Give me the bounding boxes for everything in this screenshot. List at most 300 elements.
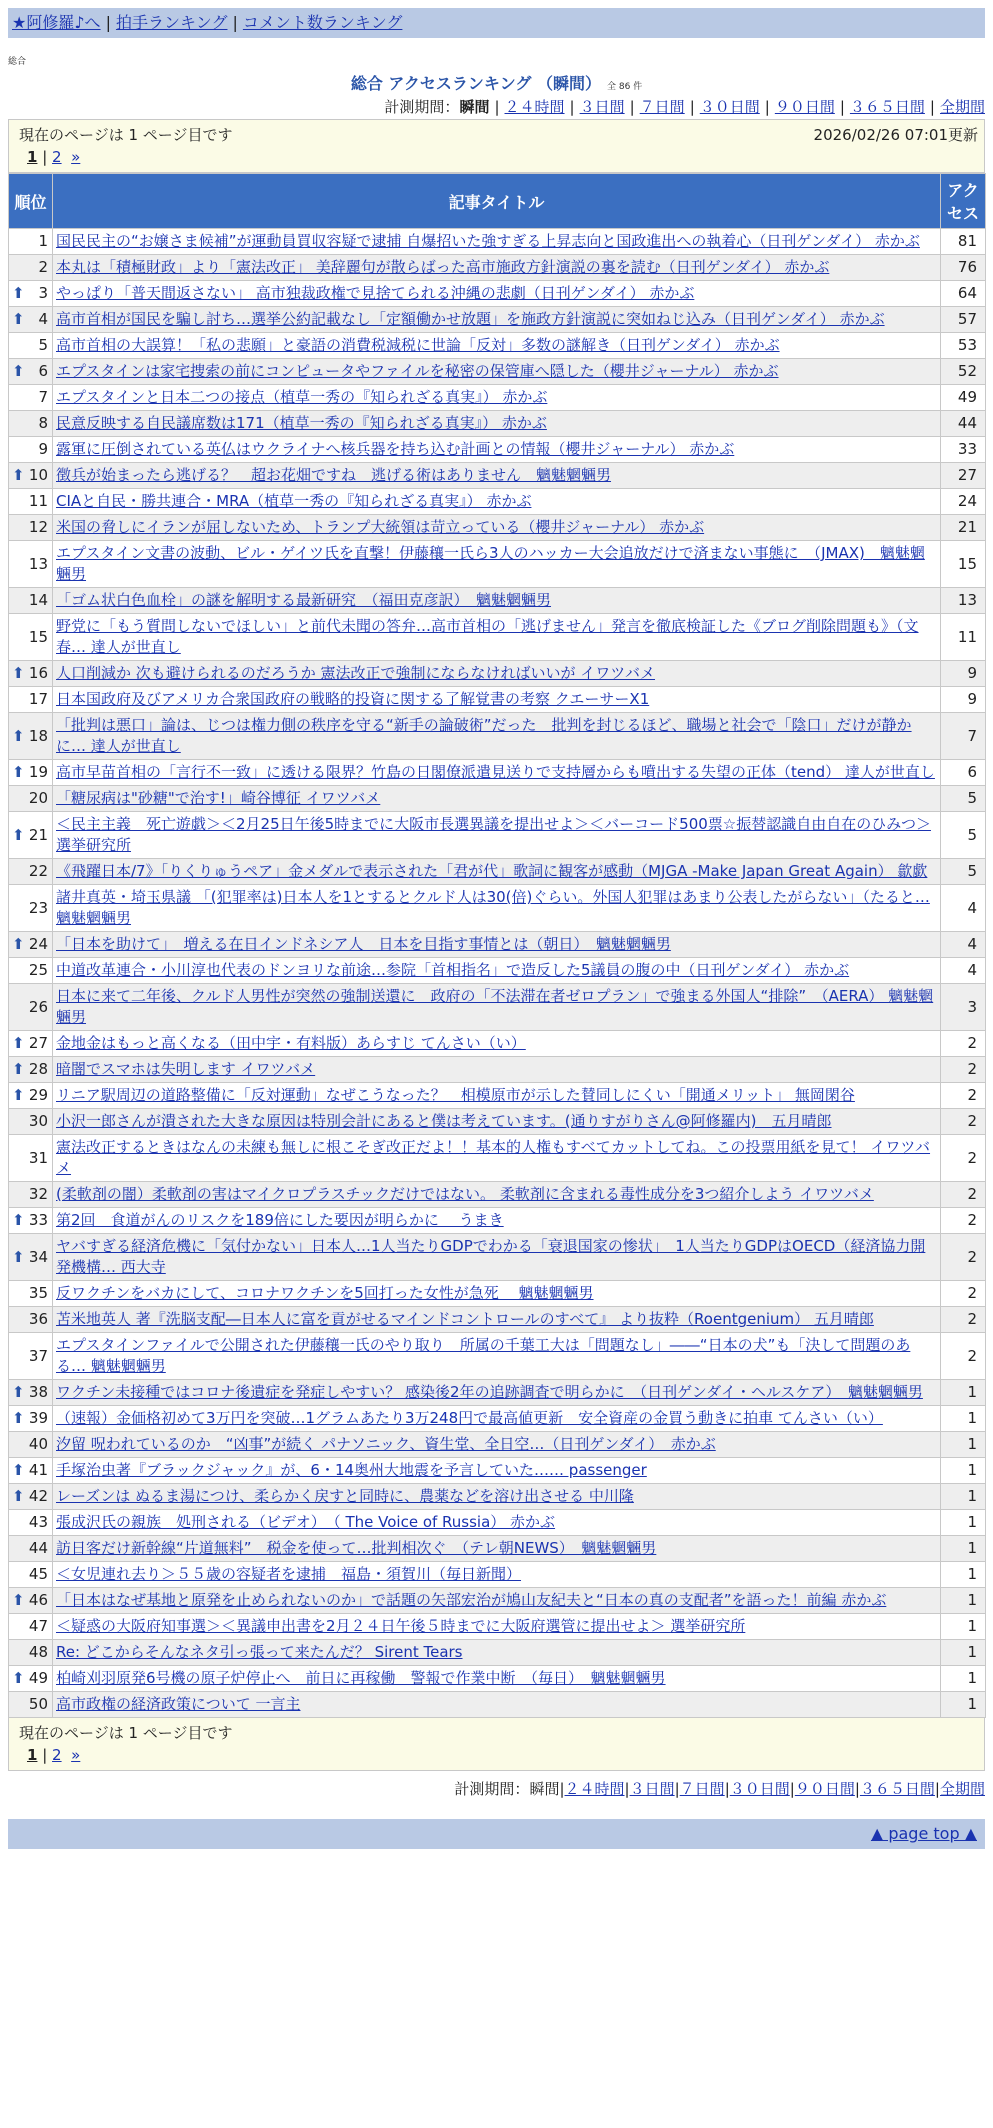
table-row: [9, 1510, 986, 1536]
table-row: [9, 1536, 986, 1562]
access-count: 76: [941, 255, 986, 281]
table-row: [9, 385, 986, 411]
rank-number: 16: [28, 664, 48, 682]
period-link[interactable]: ７日間: [639, 98, 685, 116]
category-label: 総合: [8, 57, 27, 67]
rank-number: 45: [28, 1565, 48, 1583]
access-count: 2: [941, 1208, 986, 1234]
title-cell: [53, 1031, 941, 1057]
rank-up-arrow-icon: ⬆: [12, 310, 25, 328]
table-row: [9, 463, 986, 489]
rank-cell: [9, 932, 53, 958]
separator: |: [232, 13, 238, 32]
article-link[interactable]: 「批判は悪口」論は、じつは権力側の秩序を守る“新手の論破術”だった 批判を封じるほど、職場と社会で「陰口」だけが静かに… 達人が世直し: [56, 716, 912, 755]
period-link[interactable]: ３６５日間: [859, 1780, 935, 1798]
rank-number: 10: [28, 466, 48, 484]
article-link[interactable]: 日本に来て二年後、クルド人男性が突然の強制送還に 政府の「不法滞在者ゼロプラン」で強まる外国人“排除” （AERA） 魑魅魍魎男: [56, 987, 934, 1026]
rank-up-arrow-icon: ⬆: [12, 1669, 25, 1687]
rank-cell: [9, 958, 53, 984]
article-link[interactable]: 憲法改正するときはなんの未練も無しに根こそぎ改正だよ！！基本的人権もすべてカットしてね。この投票用紙を見て！ イワツバメ: [56, 1138, 931, 1177]
article-link[interactable]: 反ワクチンをバカにして、コロナワクチンを5回打った女性が急死 魑魅魍魎男: [56, 1284, 594, 1302]
comment-ranking-link[interactable]: コメント数ランキング: [242, 13, 403, 32]
rank-number: 9: [38, 440, 48, 458]
rank-up-arrow-icon: ⬆: [12, 825, 25, 844]
period-link[interactable]: 全期間: [939, 98, 985, 116]
rank-up-arrow-icon: ⬆: [12, 1247, 25, 1266]
access-count: 81: [941, 229, 986, 255]
top-nav: [8, 8, 985, 38]
table-row: [9, 588, 986, 614]
access-count: 1: [941, 1510, 986, 1536]
title-cell: [53, 687, 941, 713]
access-count: 1: [941, 1614, 986, 1640]
access-count: 1: [941, 1588, 986, 1614]
article-link[interactable]: 金地金はもっと高くなる（田中宇・有料版）あらすじ てんさい（い）: [56, 1034, 526, 1052]
period-link[interactable]: ７日間: [679, 1780, 725, 1798]
title-cell: [53, 281, 941, 307]
rank-cell: [9, 984, 53, 1031]
rank-number: 32: [28, 1185, 48, 1203]
access-count: 4: [941, 885, 986, 932]
article-link[interactable]: 「日本はなぜ基地と原発を止められないのか」で話題の矢部宏治が鳩山友紀夫と“日本の真の支配者”を語った！前編 赤かぶ: [56, 1591, 887, 1609]
article-link[interactable]: Re: どこからそんなネタ引っ張って来たんだ？ Sirent Tears: [56, 1643, 463, 1661]
article-link[interactable]: 中道改革連合・小川淳也代表のドンヨリな前途…参院「首相指名」で造反した5議員の腹の中（日刊ゲンダイ） 赤かぶ: [56, 961, 850, 979]
article-link[interactable]: ＜女児連れ去り＞５５歳の容疑者を逮捕 福島・須賀川（毎日新聞）: [56, 1565, 522, 1583]
home-link[interactable]: ★阿修羅♪へ: [12, 13, 101, 32]
page-2-link[interactable]: 2: [52, 1746, 62, 1764]
title-cell: [53, 614, 941, 661]
access-count: 7: [941, 713, 986, 760]
period-link[interactable]: ９０日間: [794, 1780, 855, 1798]
access-count: 44: [941, 411, 986, 437]
next-page-link[interactable]: »: [71, 148, 81, 166]
access-count: 2: [941, 1281, 986, 1307]
table-row: [9, 1208, 986, 1234]
article-link[interactable]: 「日本を助けて」 増える在日インドネシア人 日本を目指す事情とは（朝日） 魑魅魍魎男: [56, 935, 671, 953]
rank-number: 15: [28, 627, 48, 646]
title-cell: [53, 1057, 941, 1083]
article-link[interactable]: 「ゴム状白色血栓」の謎を解明する最新研究 （福田克彦訳） 魑魅魍魎男: [56, 591, 552, 609]
article-link[interactable]: 《飛躍日本/7》「りくりゅうペア」金メダルで表示された「君が代」歌詞に観客が感動（MJGA -Make Japan Great Again） 歙歔: [56, 862, 928, 880]
rank-cell: [9, 1307, 53, 1333]
rank-cell: [9, 614, 53, 661]
page-top-link[interactable]: ▲ page top ▲: [870, 1824, 977, 1843]
title-cell: [53, 1083, 941, 1109]
article-link[interactable]: 高市首相が国民を騙し討ち…選挙公約記載なし「定額働かせ放題」を施政方針演説に突如ねじ込み（日刊ゲンダイ） 赤かぶ: [56, 310, 885, 328]
article-link[interactable]: 国民民主の“お嬢さま候補”が運動員買収容疑で逮捕 自爆招いた強すぎる上昇志向と国政進出への執着心（日刊ゲンダイ） 赤かぶ: [56, 232, 920, 250]
rank-cell: [9, 1135, 53, 1182]
table-row: [9, 333, 986, 359]
rank-cell: [9, 661, 53, 687]
rank-cell: [9, 1510, 53, 1536]
access-count: 1: [941, 1380, 986, 1406]
title-cell: [53, 958, 941, 984]
rank-up-arrow-icon: ⬆: [12, 1409, 25, 1427]
period-link[interactable]: ９０日間: [774, 98, 835, 116]
table-row: [9, 1031, 986, 1057]
title-cell: [53, 489, 941, 515]
article-link[interactable]: 日本国政府及びアメリカ合衆国政府の戦略的投資に関する了解覚書の考察 クエーサーX1: [56, 690, 650, 708]
separator: |: [934, 1780, 940, 1798]
period-current: 瞬間: [529, 1780, 560, 1798]
rank-cell: [9, 1083, 53, 1109]
rank-number: 20: [28, 789, 48, 807]
article-link[interactable]: 暗闇でスマホは失明します イワツバメ: [56, 1060, 316, 1078]
access-count: 1: [941, 1666, 986, 1692]
separator: |: [105, 13, 111, 32]
rank-number: 49: [28, 1669, 48, 1687]
table-row: [9, 1614, 986, 1640]
rank-number: 37: [28, 1346, 48, 1365]
rank-number: 29: [28, 1086, 48, 1104]
rank-cell: [9, 1614, 53, 1640]
rank-number: 12: [28, 518, 48, 536]
rank-cell: [9, 281, 53, 307]
separator: |: [624, 1780, 630, 1798]
access-count: 2: [941, 1057, 986, 1083]
period-link[interactable]: ３０日間: [699, 98, 760, 116]
article-link[interactable]: ヤバすぎる経済危機に「気付かない」日本人…1人当たりGDPでわかる「衰退国家の惨状」 1人当たりGDPはOECD（経済協力開発機構… 西大寺: [56, 1237, 926, 1276]
rank-number: 44: [28, 1539, 48, 1557]
table-row: [9, 307, 986, 333]
rank-cell: [9, 760, 53, 786]
article-link[interactable]: 小沢一郎さんが潰された大きな原因は特別会計にあると僕は考えています。(通りすがりさん@阿修羅内) 五月晴郎: [56, 1112, 832, 1130]
rank-number: 27: [28, 1034, 48, 1052]
page-1-link[interactable]: 1: [27, 1746, 38, 1764]
col-rank: 順位: [9, 174, 53, 229]
table-row: [9, 1182, 986, 1208]
table-row: [9, 812, 986, 859]
table-row: [9, 1458, 986, 1484]
rank-number: 38: [28, 1383, 48, 1401]
article-link[interactable]: 民意反映する自民議席数は171（植草一秀の『知られざる真実』） 赤かぶ: [56, 414, 547, 432]
rank-number: 26: [28, 997, 48, 1016]
pager-top: 現在のページは 1 ページ目です 2026/02/26 07:01更新 1 | 2 »: [8, 119, 985, 173]
table-row: [9, 713, 986, 760]
rank-up-arrow-icon: ⬆: [12, 1591, 25, 1609]
rank-cell: [9, 885, 53, 932]
access-count: 24: [941, 489, 986, 515]
table-row: [9, 1666, 986, 1692]
title-cell: [53, 1208, 941, 1234]
access-count: 11: [941, 614, 986, 661]
access-count: 2: [941, 1333, 986, 1380]
rank-number: 14: [28, 591, 48, 609]
title-cell: [53, 588, 941, 614]
table-row: [9, 437, 986, 463]
period-label: 計測期間：: [454, 1780, 530, 1798]
table-row: [9, 541, 986, 588]
title-cell: [53, 812, 941, 859]
rank-cell: [9, 1588, 53, 1614]
table-row: [9, 1380, 986, 1406]
access-count: 5: [941, 859, 986, 885]
page-2-link[interactable]: 2: [52, 148, 62, 166]
rank-cell: [9, 489, 53, 515]
table-row: [9, 255, 986, 281]
rank-number: 17: [28, 690, 48, 708]
article-link[interactable]: 高市政権の経済政策について 一言主: [56, 1695, 301, 1713]
article-link[interactable]: 柏崎刈羽原発6号機の原子炉停止へ 前日に再稼働 警報で作業中断 （毎日） 魑魅魍魎男: [56, 1669, 666, 1687]
period-selector-bottom: [0, 1777, 985, 1801]
access-count: 2: [941, 1083, 986, 1109]
article-link[interactable]: 露軍に圧倒されている英仏はウクライナへ核兵器を持ち込む計画との情報（櫻井ジャーナル） 赤かぶ: [56, 440, 735, 458]
separator: |: [789, 1780, 795, 1798]
article-link[interactable]: （速報）金価格初めて3万円を突破…1グラムあたり3万248円で最高値更新 安全資産の金買う動きに拍車 てんさい（い）: [56, 1409, 883, 1427]
title-cell: [53, 1432, 941, 1458]
title-cell: [53, 1536, 941, 1562]
ranking-title: 総合 アクセスランキング （瞬間）: [350, 74, 601, 93]
page-status: 現在のページは 1 ページ目です: [19, 1724, 233, 1742]
title-cell: [53, 1406, 941, 1432]
period-link[interactable]: 全期間: [939, 1780, 985, 1798]
total-count: 全 86 件: [607, 82, 643, 92]
title-cell: [53, 307, 941, 333]
title-cell: [53, 333, 941, 359]
footer-bar: [8, 1819, 985, 1849]
separator: |: [569, 98, 575, 116]
access-count: 9: [941, 687, 986, 713]
table-row: [9, 229, 986, 255]
title-cell: [53, 385, 941, 411]
separator: |: [559, 1780, 565, 1798]
table-row: [9, 984, 986, 1031]
article-link[interactable]: 苫米地英人 著『洗脳支配―日本人に富を貢がせるマインドコントロールのすべて』 より抜粋（Roentgenium） 五月晴郎: [56, 1310, 874, 1328]
rank-cell: [9, 1484, 53, 1510]
rank-number: 47: [28, 1617, 48, 1635]
article-link[interactable]: 徴兵が始まったら逃げる？ 超お花畑ですね 逃げる術はありません 魑魅魍魎男: [56, 466, 612, 484]
access-count: 2: [941, 1109, 986, 1135]
col-access: アクセス: [941, 174, 986, 229]
access-count: 2: [941, 1031, 986, 1057]
rank-number: 24: [28, 935, 48, 953]
rank-cell: [9, 411, 53, 437]
rank-number: 3: [38, 284, 48, 302]
article-link[interactable]: 手塚治虫著『ブラックジャック』が、6・14奥州大地震を予言していた…… passenger: [56, 1461, 647, 1479]
rank-number: 25: [28, 961, 48, 979]
access-count: 5: [941, 812, 986, 859]
table-row: [9, 411, 986, 437]
article-link[interactable]: 野党に「もう質問しないでほしい」と前代未聞の答弁…高市首相の「逃げません」発言を徹底検証した《ブログ削除問題も》（文春… 達人が世直し: [56, 617, 919, 656]
rank-number: 40: [28, 1435, 48, 1453]
access-count: 27: [941, 463, 986, 489]
separator: |: [929, 98, 935, 116]
table-row: [9, 1307, 986, 1333]
access-count: 5: [941, 786, 986, 812]
rank-cell: [9, 1406, 53, 1432]
article-link[interactable]: (柔軟剤の闇）柔軟剤の害はマイクロプラスチックだけではない。 柔軟剤に含まれる毒性成分を3つ紹介しよう イワツバメ: [56, 1185, 874, 1203]
rank-up-arrow-icon: ⬆: [12, 763, 25, 781]
table-row: [9, 1692, 986, 1718]
rank-cell: [9, 1380, 53, 1406]
article-link[interactable]: 張成沢氏の親族 処刑される（ビデオ） （ The Voice of Russia） 赤かぶ: [56, 1513, 556, 1531]
article-link[interactable]: エプスタインファイルで公開された伊藤穰一氏のやり取り 所属の千葉工大は「問題なし」――“日本の犬”も「決して問題のある… 魑魅魍魎男: [56, 1336, 911, 1375]
rank-cell: [9, 1666, 53, 1692]
rank-number: 8: [38, 414, 48, 432]
rank-number: 2: [38, 258, 48, 276]
article-link[interactable]: リニア駅周辺の道路整備に「反対運動」なぜこうなった？ 相模原市が示した賛同しにくい「開通メリット」 無岡閑谷: [56, 1086, 855, 1104]
rank-up-arrow-icon: ⬆: [12, 664, 25, 682]
rank-number: 21: [28, 825, 48, 844]
period-link[interactable]: ２４時間: [564, 1780, 625, 1798]
article-link[interactable]: 高市首相の大誤算！「私の悲願」と豪語の消費税減税に世論「反対」多数の謎解き（日刊ゲンダイ） 赤かぶ: [56, 336, 780, 354]
page-title: [0, 73, 993, 95]
rank-cell: [9, 1458, 53, 1484]
table-row: [9, 932, 986, 958]
access-count: 57: [941, 307, 986, 333]
article-link[interactable]: 高市早苗首相の「言行不一致」に透ける限界？竹島の日閣僚派遣見送りで支持層からも噴出する失望の正体（tend） 達人が世直し: [56, 763, 935, 781]
page-1-link[interactable]: 1: [27, 148, 38, 166]
updated-time: 2026/02/26 07:01更新: [813, 126, 978, 144]
rank-number: 22: [28, 862, 48, 880]
clap-ranking-link[interactable]: 拍手ランキング: [115, 13, 228, 32]
access-count: 53: [941, 333, 986, 359]
article-link[interactable]: ＜疑惑の大阪府知事選＞＜異議申出書を2月２４日午後５時までに大阪府選管に提出せよ＞ 選挙研究所: [56, 1617, 746, 1635]
access-count: 1: [941, 1692, 986, 1718]
rank-up-arrow-icon: ⬆: [12, 362, 25, 380]
rank-number: 34: [28, 1247, 48, 1266]
article-link[interactable]: エプスタイン文書の波動、ビル・ゲイツ氏を直撃！伊藤穰一氏ら3人のハッカー大会追放だけで済まない事態に （JMAX) 魑魅魍魎男: [56, 544, 925, 583]
access-count: 6: [941, 760, 986, 786]
title-cell: [53, 786, 941, 812]
next-page-link[interactable]: »: [71, 1746, 81, 1764]
article-link[interactable]: レーズンは ぬるま湯につけ、柔らかく戻すと同時に、農薬などを溶け出させる 中川隆: [56, 1487, 634, 1505]
period-selector: [0, 95, 985, 119]
access-count: 2: [941, 1182, 986, 1208]
access-count: 1: [941, 1640, 986, 1666]
article-link[interactable]: 本丸は「積極財政」より「憲法改正」 美辞麗句が散らばった高市施政方針演説の裏を読む（日刊ゲンダイ） 赤かぶ: [56, 258, 830, 276]
rank-up-arrow-icon: ⬆: [12, 284, 25, 302]
table-row: [9, 760, 986, 786]
access-count: 9: [941, 661, 986, 687]
title-cell: [53, 359, 941, 385]
rank-number: 39: [28, 1409, 48, 1427]
access-count: 2: [941, 1234, 986, 1281]
rank-number: 50: [28, 1695, 48, 1713]
rank-cell: [9, 1208, 53, 1234]
table-row: [9, 359, 986, 385]
period-current: 瞬間: [459, 98, 490, 116]
access-count: 13: [941, 588, 986, 614]
title-cell: [53, 1307, 941, 1333]
title-cell: [53, 932, 941, 958]
period-link[interactable]: ３日間: [579, 98, 625, 116]
rank-number: 18: [28, 726, 48, 745]
rank-up-arrow-icon: ⬆: [12, 1086, 25, 1104]
access-count: 1: [941, 1406, 986, 1432]
article-link[interactable]: CIAと自民・勝共連合・MRA（植草一秀の『知られざる真実』） 赤かぶ: [56, 492, 532, 510]
rank-cell: [9, 1182, 53, 1208]
table-row: [9, 1640, 986, 1666]
separator: |: [674, 1780, 680, 1798]
access-count: 2: [941, 1135, 986, 1182]
access-count: 4: [941, 932, 986, 958]
title-cell: [53, 760, 941, 786]
separator: |: [689, 98, 695, 116]
article-link[interactable]: 第2回 食道がんのリスクを189倍にした要因が明らかに うまき: [56, 1211, 504, 1229]
article-link[interactable]: 「糖尿病は"砂糖"で治す!」崎谷博征 イワツバメ: [56, 789, 381, 807]
period-link[interactable]: ３６５日間: [849, 98, 925, 116]
title-cell: [53, 1640, 941, 1666]
table-row: [9, 1057, 986, 1083]
title-cell: [53, 713, 941, 760]
rank-cell: [9, 1031, 53, 1057]
article-link[interactable]: ワクチン未接種ではコロナ後遺症を発症しやすい？ 感染後2年の追跡調査で明らかに （日刊ゲンダイ・ヘルスケア） 魑魅魍魎男: [56, 1383, 923, 1401]
article-link[interactable]: エプスタインは家宅捜索の前にコンピュータやファイルを秘密の保管庫へ隠した（櫻井ジャーナル） 赤かぶ: [56, 362, 779, 380]
separator: |: [629, 98, 635, 116]
title-cell: [53, 1666, 941, 1692]
article-link[interactable]: ＜民主主義 死亡遊戯＞＜2月25日午後5時までに大阪市長選異議を提出せよ＞＜バーコード500票☆振替認識自由自在のひみつ＞ 選挙研究所: [56, 815, 931, 854]
article-link[interactable]: 訪日客だけ新幹線“片道無料” 税金を使って…批判相次ぐ （テレ朝NEWS） 魑魅魍魎男: [56, 1539, 657, 1557]
rank-cell: [9, 437, 53, 463]
rank-up-arrow-icon: ⬆: [12, 466, 25, 484]
rank-cell: [9, 588, 53, 614]
table-row: [9, 661, 986, 687]
title-cell: [53, 1458, 941, 1484]
rank-number: 19: [28, 763, 48, 781]
rank-up-arrow-icon: ⬆: [12, 1034, 25, 1052]
rank-up-arrow-icon: ⬆: [12, 1487, 25, 1505]
rank-cell: [9, 1692, 53, 1718]
rank-cell: [9, 1234, 53, 1281]
rank-cell: [9, 1640, 53, 1666]
access-count: 21: [941, 515, 986, 541]
rank-up-arrow-icon: ⬆: [12, 1211, 25, 1229]
title-cell: [53, 984, 941, 1031]
title-cell: [53, 1484, 941, 1510]
article-link[interactable]: 人口削減か 次も避けられるのだろうか 憲法改正で強制にならなければいいが イワツバメ: [56, 664, 656, 682]
rank-cell: [9, 1281, 53, 1307]
rank-cell: [9, 333, 53, 359]
rank-number: 23: [28, 898, 48, 917]
rank-cell: [9, 786, 53, 812]
period-link[interactable]: ３０日間: [729, 1780, 790, 1798]
ranking-table: [8, 173, 986, 1718]
title-cell: [53, 1281, 941, 1307]
rank-number: 46: [28, 1591, 48, 1609]
access-count: 1: [941, 1458, 986, 1484]
separator: |: [494, 98, 500, 116]
article-link[interactable]: 諸井真英・埼玉県議 「(犯罪率は)日本人を1とするとクルド人は30(倍)ぐらい。外国人犯罪はあまり公表したがらない」（たると… 魑魅魍魎男: [56, 888, 930, 927]
article-link[interactable]: エプスタインと日本二つの接点（植草一秀の『知られざる真実』） 赤かぶ: [56, 388, 548, 406]
table-row: [9, 1588, 986, 1614]
rank-cell: [9, 1562, 53, 1588]
title-cell: [53, 255, 941, 281]
title-cell: [53, 437, 941, 463]
table-row: [9, 1406, 986, 1432]
page-status: 現在のページは 1 ページ目です: [19, 126, 233, 144]
access-count: 64: [941, 281, 986, 307]
article-link[interactable]: 汐留 呪われているのか “凶事”が続く パナソニック、資生堂、全日空…（日刊ゲンダイ） 赤かぶ: [56, 1435, 716, 1453]
title-cell: [53, 1562, 941, 1588]
rank-cell: [9, 255, 53, 281]
period-link[interactable]: ２４時間: [504, 98, 565, 116]
table-row: [9, 885, 986, 932]
article-link[interactable]: 米国の脅しにイランが屈しないため、トランプ大統領は苛立っている（櫻井ジャーナル） 赤かぶ: [56, 518, 705, 536]
table-row: [9, 786, 986, 812]
table-row: [9, 281, 986, 307]
rank-number: 28: [28, 1060, 48, 1078]
rank-cell: [9, 713, 53, 760]
table-row: [9, 1281, 986, 1307]
rank-up-arrow-icon: ⬆: [12, 935, 25, 953]
access-count: 33: [941, 437, 986, 463]
separator: |: [854, 1780, 860, 1798]
access-count: 52: [941, 359, 986, 385]
article-link[interactable]: やっぱり「普天間返さない」 高市独裁政権で見捨てられる沖縄の悲劇（日刊ゲンダイ） 赤かぶ: [56, 284, 695, 302]
rank-number: 35: [28, 1284, 48, 1302]
period-link[interactable]: ３日間: [629, 1780, 675, 1798]
